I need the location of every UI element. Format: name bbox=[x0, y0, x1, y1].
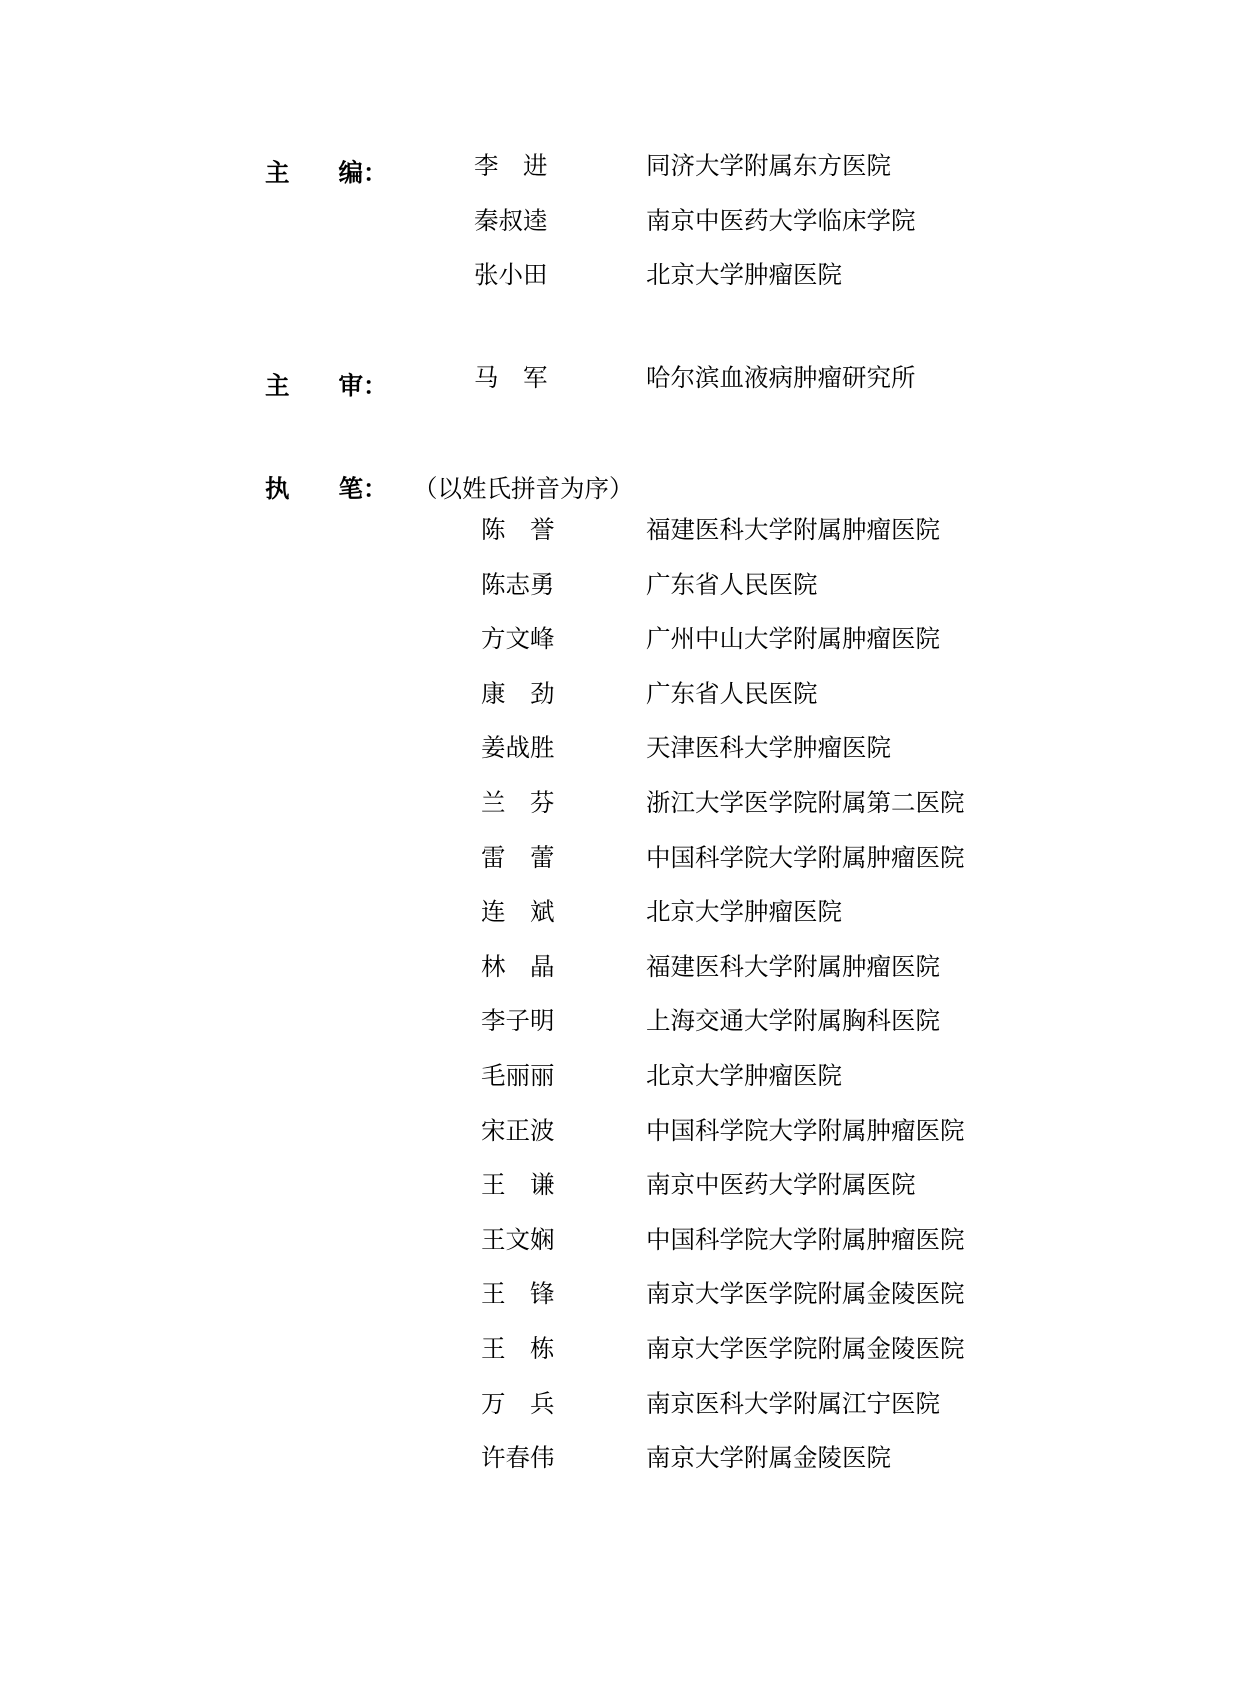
writer-row bbox=[0, 1267, 1240, 1322]
writer-name: 连 斌 bbox=[481, 897, 555, 927]
writer-affiliation: 北京大学肿瘤医院 bbox=[646, 1060, 842, 1090]
writer-affiliation: 南京医科大学附属江宁医院 bbox=[646, 1388, 940, 1418]
writer-name: 王 栋 bbox=[481, 1333, 555, 1363]
writer-row bbox=[0, 558, 1240, 613]
editor-name: 李 进 bbox=[474, 151, 548, 180]
writer-name: 林 晶 bbox=[481, 951, 555, 981]
writers-order-note: （以姓氏拼音为序） bbox=[413, 474, 634, 503]
editor-affiliation: 南京中医药大学临床学院 bbox=[646, 205, 916, 235]
writer-affiliation: 中国科学院大学附属肿瘤医院 bbox=[646, 842, 965, 872]
writers-list bbox=[0, 503, 1240, 1486]
editors-list bbox=[0, 139, 1240, 303]
writer-name: 王 锋 bbox=[481, 1279, 555, 1309]
writer-affiliation: 南京中医药大学附属医院 bbox=[646, 1170, 916, 1200]
reviewer-name: 马 军 bbox=[474, 363, 548, 392]
writer-row bbox=[0, 721, 1240, 776]
writer-name: 万 兵 bbox=[481, 1388, 555, 1418]
writer-affiliation: 北京大学肿瘤医院 bbox=[646, 897, 842, 927]
writer-row bbox=[0, 1431, 1240, 1486]
writer-row bbox=[0, 667, 1240, 722]
reviewers-list bbox=[0, 351, 1240, 406]
editor-name: 秦叔逵 bbox=[474, 205, 548, 235]
editor-row bbox=[0, 139, 1240, 194]
writer-affiliation: 福建医科大学附属肿瘤医院 bbox=[646, 951, 940, 981]
writer-name: 许春伟 bbox=[481, 1443, 555, 1473]
writers-label: 执 笔： bbox=[265, 474, 388, 503]
editor-name: 张小田 bbox=[474, 260, 548, 290]
writer-row bbox=[0, 994, 1240, 1049]
writer-name: 王 谦 bbox=[481, 1170, 555, 1200]
writer-affiliation: 浙江大学医学院附属第二医院 bbox=[646, 787, 965, 817]
writer-name: 李子明 bbox=[481, 1006, 555, 1036]
writer-affiliation: 中国科学院大学附属肿瘤医院 bbox=[646, 1115, 965, 1145]
writer-name: 王文娴 bbox=[481, 1224, 555, 1254]
reviewer-affiliation: 哈尔滨血液病肿瘤研究所 bbox=[646, 363, 916, 392]
writer-row bbox=[0, 1377, 1240, 1432]
editors-label: 主 编： bbox=[265, 158, 388, 187]
editor-row bbox=[0, 194, 1240, 249]
writer-affiliation: 南京大学医学院附属金陵医院 bbox=[646, 1279, 965, 1309]
writer-row bbox=[0, 1104, 1240, 1159]
writer-affiliation: 南京大学医学院附属金陵医院 bbox=[646, 1333, 965, 1363]
reviewer-row bbox=[0, 351, 1240, 406]
writer-affiliation: 上海交通大学附属胸科医院 bbox=[646, 1006, 940, 1036]
writer-name: 陈志勇 bbox=[481, 569, 555, 599]
writer-name: 康 劲 bbox=[481, 678, 555, 708]
writer-affiliation: 广东省人民医院 bbox=[646, 678, 818, 708]
writer-name: 兰 芬 bbox=[481, 787, 555, 817]
writer-affiliation: 天津医科大学肿瘤医院 bbox=[646, 733, 891, 763]
editor-affiliation: 北京大学肿瘤医院 bbox=[646, 260, 842, 290]
writer-row bbox=[0, 940, 1240, 995]
writer-affiliation: 广东省人民医院 bbox=[646, 569, 818, 599]
writer-name: 宋正波 bbox=[481, 1115, 555, 1145]
writer-row bbox=[0, 1158, 1240, 1213]
writer-name: 姜战胜 bbox=[481, 733, 555, 763]
writer-name: 方文峰 bbox=[481, 624, 555, 654]
writer-row bbox=[0, 776, 1240, 831]
editor-affiliation: 同济大学附属东方医院 bbox=[646, 151, 891, 180]
writer-name: 雷 蕾 bbox=[481, 842, 555, 872]
writer-affiliation: 中国科学院大学附属肿瘤医院 bbox=[646, 1224, 965, 1254]
writer-row bbox=[0, 1213, 1240, 1268]
editor-row bbox=[0, 248, 1240, 303]
writer-row bbox=[0, 885, 1240, 940]
writer-name: 陈 誉 bbox=[481, 515, 555, 544]
writer-affiliation: 南京大学附属金陵医院 bbox=[646, 1443, 891, 1473]
writer-row bbox=[0, 1322, 1240, 1377]
writer-affiliation: 福建医科大学附属肿瘤医院 bbox=[646, 515, 940, 544]
writer-affiliation: 广州中山大学附属肿瘤医院 bbox=[646, 624, 940, 654]
writer-row bbox=[0, 612, 1240, 667]
writer-row bbox=[0, 503, 1240, 558]
writer-row bbox=[0, 1049, 1240, 1104]
writer-row bbox=[0, 831, 1240, 886]
writer-name: 毛丽丽 bbox=[481, 1060, 555, 1090]
reviewers-label: 主 审： bbox=[265, 371, 388, 400]
